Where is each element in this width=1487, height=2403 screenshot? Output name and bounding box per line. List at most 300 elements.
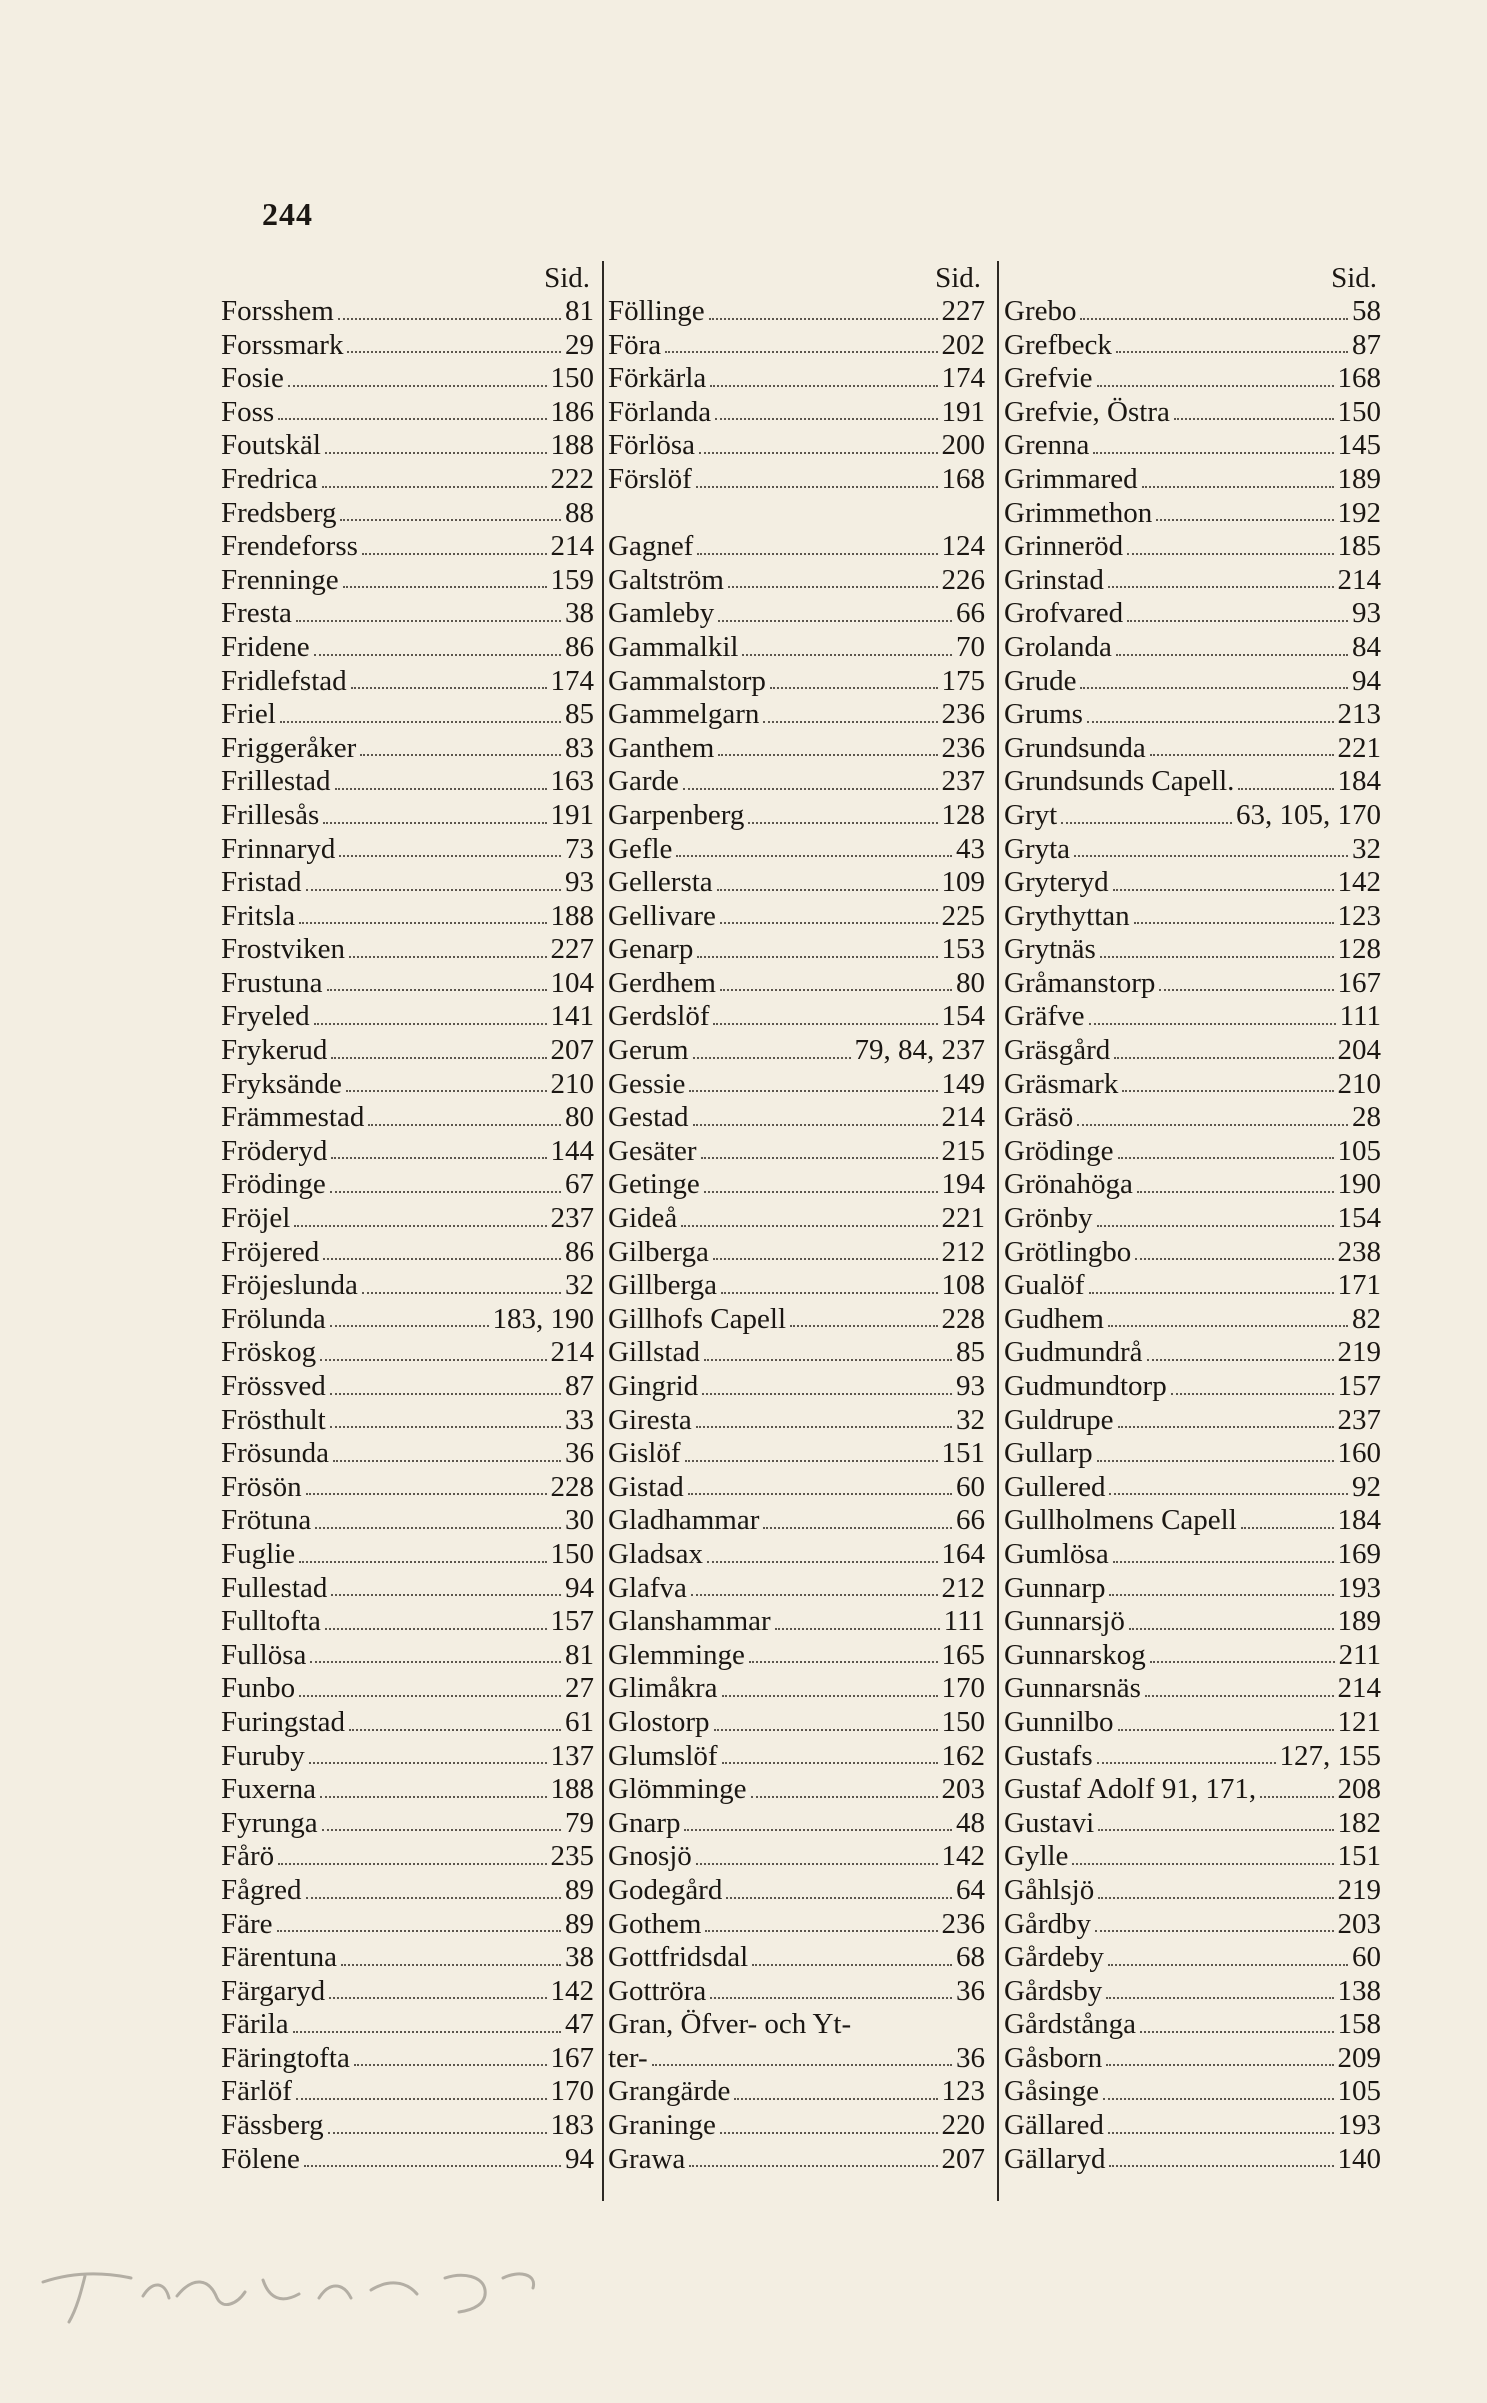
parish-name: Foss	[221, 395, 275, 428]
dot-leader	[612, 520, 981, 521]
index-entry	[1002, 1000, 1385, 1034]
dot-leader	[309, 1761, 547, 1764]
page-reference: 142	[1337, 866, 1381, 899]
dot-leader	[333, 1459, 561, 1462]
page-reference: 184	[1337, 1504, 1381, 1537]
page-reference: 228	[550, 1470, 594, 1503]
dot-leader	[1150, 753, 1334, 756]
dot-leader	[1145, 1694, 1334, 1697]
index-entry	[1002, 2008, 1385, 2042]
page-reference: 123	[1337, 899, 1381, 932]
index-entry	[606, 597, 989, 631]
dot-leader	[299, 1560, 546, 1563]
index-entry	[606, 1572, 989, 1606]
dot-leader	[1089, 1022, 1336, 1025]
page-reference: 185	[1337, 530, 1381, 563]
index-entry	[606, 1908, 989, 1942]
parish-name: Gräsmark	[1004, 1067, 1119, 1100]
parish-name: Gillstad	[608, 1336, 700, 1369]
parish-name: Gammalstorp	[608, 664, 766, 697]
parish-name: Gårdstånga	[1004, 2008, 1137, 2041]
parish-name: Gamleby	[608, 597, 715, 630]
index-entry	[606, 329, 989, 363]
page-reference: 203	[941, 1773, 985, 1806]
parish-name: Gessie	[608, 1067, 686, 1100]
page-reference: 228	[941, 1302, 985, 1335]
page-reference: 149	[941, 1067, 985, 1100]
parish-name: Fredrica	[221, 462, 318, 495]
sid-header: Sid.	[544, 262, 590, 294]
dot-leader	[288, 384, 547, 387]
index-entry	[1002, 1639, 1385, 1673]
dot-leader	[1097, 384, 1334, 387]
parish-name: Glumslöf	[608, 1739, 718, 1772]
parish-name: Grebo	[1004, 295, 1077, 327]
dot-leader	[1103, 2097, 1333, 2100]
dot-leader	[684, 1828, 952, 1831]
page-reference: 214	[941, 1101, 985, 1134]
page-reference: 237	[1337, 1403, 1381, 1436]
dot-leader	[277, 1929, 561, 1932]
page-reference: 237	[550, 1202, 594, 1235]
parish-name: Gellivare	[608, 899, 716, 932]
parish-name: Grude	[1004, 664, 1077, 697]
parish-name: Gottfridsdal	[608, 1941, 749, 1974]
parish-name: Gerdslöf	[608, 1000, 710, 1033]
page-reference: 174	[941, 362, 985, 395]
dot-leader	[362, 1291, 561, 1294]
page-reference: 182	[1337, 1806, 1381, 1839]
dot-leader	[665, 350, 937, 353]
dot-leader	[335, 787, 547, 790]
page-reference: 43	[956, 832, 985, 865]
page-reference: 145	[1337, 429, 1381, 462]
index-entry	[1002, 665, 1385, 699]
parish-name: Gryt	[1004, 798, 1058, 831]
column-divider	[602, 261, 604, 2201]
index-entry	[219, 1168, 598, 1202]
page-reference: 188	[550, 899, 594, 932]
parish-name: Gråmanstorp	[1004, 966, 1156, 999]
page-reference: 175	[941, 664, 985, 697]
page-reference: 32	[1352, 832, 1381, 865]
index-entry	[219, 1672, 598, 1706]
page-reference: 169	[1337, 1537, 1381, 1570]
page-reference: 200	[941, 429, 985, 462]
index-entry	[219, 1706, 598, 1740]
index-entry	[606, 463, 989, 497]
page-reference: 236	[941, 698, 985, 731]
dot-leader	[696, 1425, 952, 1428]
dot-leader	[1238, 787, 1333, 790]
dot-leader	[340, 518, 561, 521]
index-entry	[606, 1404, 989, 1438]
parish-name: Furingstad	[221, 1705, 346, 1738]
dot-leader	[709, 317, 938, 320]
page-reference: 236	[941, 1907, 985, 1940]
dot-leader	[728, 585, 938, 588]
index-entry	[219, 1908, 598, 1942]
index-entry	[219, 1773, 598, 1807]
parish-name: Grythyttan	[1004, 899, 1130, 932]
page-reference: 165	[941, 1638, 985, 1671]
parish-name: Friggeråker	[221, 731, 357, 764]
page-reference: 190	[1337, 1168, 1381, 1201]
parish-name: Gårdby	[1004, 1907, 1091, 1940]
index-entry	[219, 1538, 598, 1572]
page-reference: 128	[1337, 933, 1381, 966]
page-reference: 27	[565, 1672, 594, 1705]
index-entry	[606, 1471, 989, 1505]
index-entry	[606, 1639, 989, 1673]
parish-name: Gumlösa	[1004, 1537, 1109, 1570]
index-entry	[1002, 1168, 1385, 1202]
index-entry	[1002, 1101, 1385, 1135]
index-entry	[606, 900, 989, 934]
index-entry	[219, 295, 598, 329]
parish-name: Galtström	[608, 563, 724, 596]
index-entry	[1002, 1874, 1385, 1908]
index-entry	[606, 1336, 989, 1370]
index-entry	[1002, 295, 1385, 329]
parish-name: Förlanda	[608, 395, 712, 428]
parish-name: Gudmundrå	[1004, 1336, 1143, 1369]
parish-name: Grundsunds Capell.	[1004, 765, 1235, 798]
page-reference: 64	[956, 1873, 985, 1906]
page-reference: 108	[941, 1269, 985, 1302]
page-reference: 171	[1337, 1269, 1381, 1302]
parish-name: Fröjeslunda	[221, 1269, 358, 1302]
dot-leader	[1087, 720, 1334, 723]
index-entry	[1002, 597, 1385, 631]
parish-name: Grötlingbo	[1004, 1235, 1132, 1268]
index-entry	[606, 1706, 989, 1740]
index-entry	[219, 967, 598, 1001]
dot-leader	[360, 753, 561, 756]
dot-leader	[1260, 1795, 1333, 1798]
index-entry	[219, 698, 598, 732]
parish-name: Gunnarsjö	[1004, 1605, 1125, 1638]
dot-leader	[1114, 1056, 1333, 1059]
index-entry	[219, 799, 598, 833]
parish-name: Frustuna	[221, 966, 323, 999]
dot-leader	[714, 1728, 938, 1731]
parish-name: Grenna	[1004, 429, 1090, 462]
parish-name: Gefle	[608, 832, 673, 865]
parish-name: Gideå	[608, 1202, 678, 1235]
parish-name: Frillestad	[221, 765, 331, 798]
index-entry	[1002, 1538, 1385, 1572]
index-entry	[1002, 1807, 1385, 1841]
parish-name: Gellersta	[608, 866, 713, 899]
page-reference: 189	[1337, 462, 1381, 495]
parish-name: Fulltofta	[221, 1605, 321, 1638]
dot-leader	[685, 1459, 938, 1462]
dot-leader	[1080, 686, 1348, 689]
index-entry	[606, 2042, 989, 2076]
parish-name: Fröjered	[221, 1235, 320, 1268]
dot-leader	[763, 720, 937, 723]
dot-leader	[1100, 955, 1334, 958]
index-entry	[1002, 1370, 1385, 1404]
page-reference: 140	[1337, 2142, 1381, 2175]
page-reference: 209	[1337, 2041, 1381, 2074]
page-reference: 214	[550, 530, 594, 563]
parish-name: Frötuna	[221, 1504, 312, 1537]
dot-leader	[331, 1056, 546, 1059]
dot-leader	[306, 1492, 547, 1495]
page-reference: 203	[1337, 1907, 1381, 1940]
page-reference: 191	[941, 395, 985, 428]
index-entry	[606, 967, 989, 1001]
parish-name: Glimåkra	[608, 1672, 718, 1705]
index-entry	[606, 1303, 989, 1337]
page-reference: 111	[1339, 1000, 1381, 1033]
dot-leader	[325, 1627, 547, 1630]
index-entry	[219, 1000, 598, 1034]
parish-name: Fullestad	[221, 1571, 328, 1604]
parish-name: Frykerud	[221, 1034, 328, 1067]
dot-leader	[331, 1156, 546, 1159]
dot-leader	[720, 921, 938, 924]
dot-leader	[1118, 1728, 1334, 1731]
dot-leader	[346, 1089, 547, 1092]
index-entry	[1002, 1135, 1385, 1169]
dot-leader	[1129, 1627, 1334, 1630]
dot-leader	[341, 1963, 561, 1966]
index-entry	[219, 329, 598, 363]
page-reference: 105	[1337, 1134, 1381, 1167]
dot-leader	[696, 1862, 938, 1865]
dot-leader	[1109, 1593, 1333, 1596]
index-entry	[1002, 1404, 1385, 1438]
index-entry	[1002, 732, 1385, 766]
index-entry	[219, 1504, 598, 1538]
parish-name: Gryta	[1004, 832, 1071, 865]
dot-leader	[710, 1996, 952, 1999]
page-reference: 159	[550, 563, 594, 596]
index-entry	[606, 1101, 989, 1135]
parish-name: Glanshammar	[608, 1605, 771, 1638]
parish-name: Giresta	[608, 1403, 692, 1436]
place-index-table	[219, 261, 1389, 2201]
page-reference: 184	[1337, 765, 1381, 798]
dot-leader	[715, 417, 937, 420]
page-reference: 212	[941, 1235, 985, 1268]
handwritten-signature	[33, 2238, 753, 2328]
index-entry	[1002, 2075, 1385, 2109]
dot-leader	[328, 2131, 547, 2134]
page-reference: 87	[1352, 328, 1381, 361]
page-reference: 164	[941, 1537, 985, 1570]
dot-leader	[681, 1224, 937, 1227]
page-reference: 210	[550, 1067, 594, 1100]
parish-name: Färgaryd	[221, 1974, 326, 2007]
parish-name: Gryteryd	[1004, 866, 1109, 899]
dot-leader	[330, 1392, 561, 1395]
dot-leader	[1061, 821, 1232, 824]
index-entry	[219, 2075, 598, 2109]
page-reference: 138	[1337, 1974, 1381, 2007]
parish-name: Gullered	[1004, 1470, 1106, 1503]
page-reference: 89	[565, 1907, 594, 1940]
dot-leader	[314, 1022, 547, 1025]
parish-name: Frödinge	[221, 1168, 326, 1201]
page-reference: 214	[1337, 563, 1381, 596]
index-column-1	[219, 261, 598, 2201]
page-reference: 80	[565, 1101, 594, 1134]
parish-name: Färlöf	[221, 2075, 292, 2108]
index-entry	[219, 1941, 598, 1975]
page-reference: 32	[565, 1269, 594, 1302]
parish-name: Fågred	[221, 1873, 302, 1906]
dot-leader	[1098, 1828, 1333, 1831]
index-entry	[219, 1807, 598, 1841]
index-entry	[219, 665, 598, 699]
dot-leader	[1080, 317, 1348, 320]
dot-leader	[752, 1963, 952, 1966]
parish-name: Färingtofta	[221, 2041, 350, 2074]
parish-name: Fridene	[221, 630, 310, 663]
page-reference: 237	[941, 765, 985, 798]
parish-name: Gunnarp	[1004, 1571, 1106, 1604]
page-reference: 188	[550, 429, 594, 462]
dot-leader	[688, 1492, 952, 1495]
page-reference: 36	[956, 2041, 985, 2074]
parish-name: Funbo	[221, 1672, 296, 1705]
parish-name: Gerdhem	[608, 966, 716, 999]
index-entry	[219, 2042, 598, 2076]
page-reference: 163	[550, 765, 594, 798]
dot-leader	[704, 1358, 952, 1361]
page-reference: 213	[1337, 698, 1381, 731]
index-column-3	[1002, 261, 1385, 2201]
parish-name: Gistad	[608, 1470, 684, 1503]
page-reference: 32	[956, 1403, 985, 1436]
parish-name: Fässberg	[221, 2109, 324, 2142]
index-entry	[606, 1068, 989, 1102]
parish-name: Fröskog	[221, 1336, 317, 1369]
dot-leader	[296, 619, 561, 622]
parish-name: Fuglie	[221, 1537, 296, 1570]
page-reference: 79, 84, 237	[854, 1034, 985, 1067]
dot-leader	[331, 1593, 561, 1596]
page-reference: 189	[1337, 1605, 1381, 1638]
dot-leader	[704, 1190, 938, 1193]
page-reference: 154	[941, 1000, 985, 1033]
index-entry	[219, 866, 598, 900]
dot-leader	[1174, 417, 1334, 420]
parish-name: Främmestad	[221, 1101, 365, 1134]
index-entry	[1002, 429, 1385, 463]
index-entry	[219, 463, 598, 497]
dot-leader	[722, 1694, 938, 1697]
index-entry	[219, 497, 598, 531]
page-reference: 38	[565, 1941, 594, 1974]
index-entry	[1002, 833, 1385, 867]
parish-name: Fritsla	[221, 899, 296, 932]
page-reference: 61	[565, 1705, 594, 1738]
index-entry	[219, 362, 598, 396]
index-entry	[1002, 1908, 1385, 1942]
index-entry	[606, 1941, 989, 1975]
index-entry	[1002, 362, 1385, 396]
parish-name: Fosie	[221, 362, 284, 395]
parish-name: Glemminge	[608, 1638, 745, 1671]
dot-leader	[1127, 552, 1333, 555]
parish-name: Gåhlsjö	[1004, 1873, 1095, 1906]
page-reference: 225	[941, 899, 985, 932]
parish-name: Fröderyd	[221, 1134, 328, 1167]
parish-name: Grinstad	[1004, 563, 1104, 596]
page-number: 244	[262, 196, 313, 232]
parish-name: Gustafs	[1004, 1739, 1093, 1772]
parish-name: Grönby	[1004, 1202, 1093, 1235]
index-entry	[606, 732, 989, 766]
page-reference: 236	[941, 731, 985, 764]
index-entry	[606, 1437, 989, 1471]
parish-name: Glostorp	[608, 1705, 710, 1738]
page-reference: 73	[565, 832, 594, 865]
dot-leader	[1108, 1324, 1348, 1327]
dot-leader	[322, 485, 547, 488]
page-reference: 188	[550, 1773, 594, 1806]
page-reference: 104	[550, 966, 594, 999]
page-reference: 80	[956, 966, 985, 999]
page-reference: 36	[565, 1437, 594, 1470]
dot-leader	[702, 1392, 952, 1395]
parish-name: Genarp	[608, 933, 694, 966]
index-entry	[219, 1101, 598, 1135]
index-entry	[606, 564, 989, 598]
page-reference: 93	[1352, 597, 1381, 630]
parish-name: Grawa	[608, 2142, 686, 2175]
page-reference: 150	[550, 362, 594, 395]
parish-name: Frendeforss	[221, 530, 358, 563]
index-entry	[1002, 1941, 1385, 1975]
parish-name: Garde	[608, 765, 679, 798]
dot-leader	[280, 720, 561, 723]
parish-name: Gåsborn	[1004, 2041, 1103, 2074]
parish-name: Garpenberg	[608, 798, 745, 831]
dot-leader	[720, 2131, 938, 2134]
index-entry	[606, 1740, 989, 1774]
dot-leader	[323, 821, 546, 824]
index-entry	[606, 1269, 989, 1303]
index-entry	[219, 1874, 598, 1908]
page-reference: 81	[565, 1638, 594, 1671]
index-entry	[1002, 799, 1385, 833]
index-entry	[606, 2008, 989, 2042]
page-reference: 66	[956, 597, 985, 630]
page-reference: 141	[550, 1000, 594, 1033]
page-reference: 168	[941, 462, 985, 495]
page-reference: 36	[956, 1974, 985, 2007]
dot-leader	[330, 1425, 561, 1428]
index-entry	[606, 1874, 989, 1908]
dot-leader	[1116, 653, 1348, 656]
page-reference: 70	[956, 630, 985, 663]
page-reference: 226	[941, 563, 985, 596]
dot-leader	[1135, 1257, 1333, 1260]
page-reference: 30	[565, 1504, 594, 1537]
parish-name: Graninge	[608, 2109, 716, 2142]
parish-name: Förlösa	[608, 429, 695, 462]
page-reference: 137	[550, 1739, 594, 1772]
index-entry	[1002, 631, 1385, 665]
parish-name: Fröjel	[221, 1202, 291, 1235]
index-entry	[606, 1000, 989, 1034]
